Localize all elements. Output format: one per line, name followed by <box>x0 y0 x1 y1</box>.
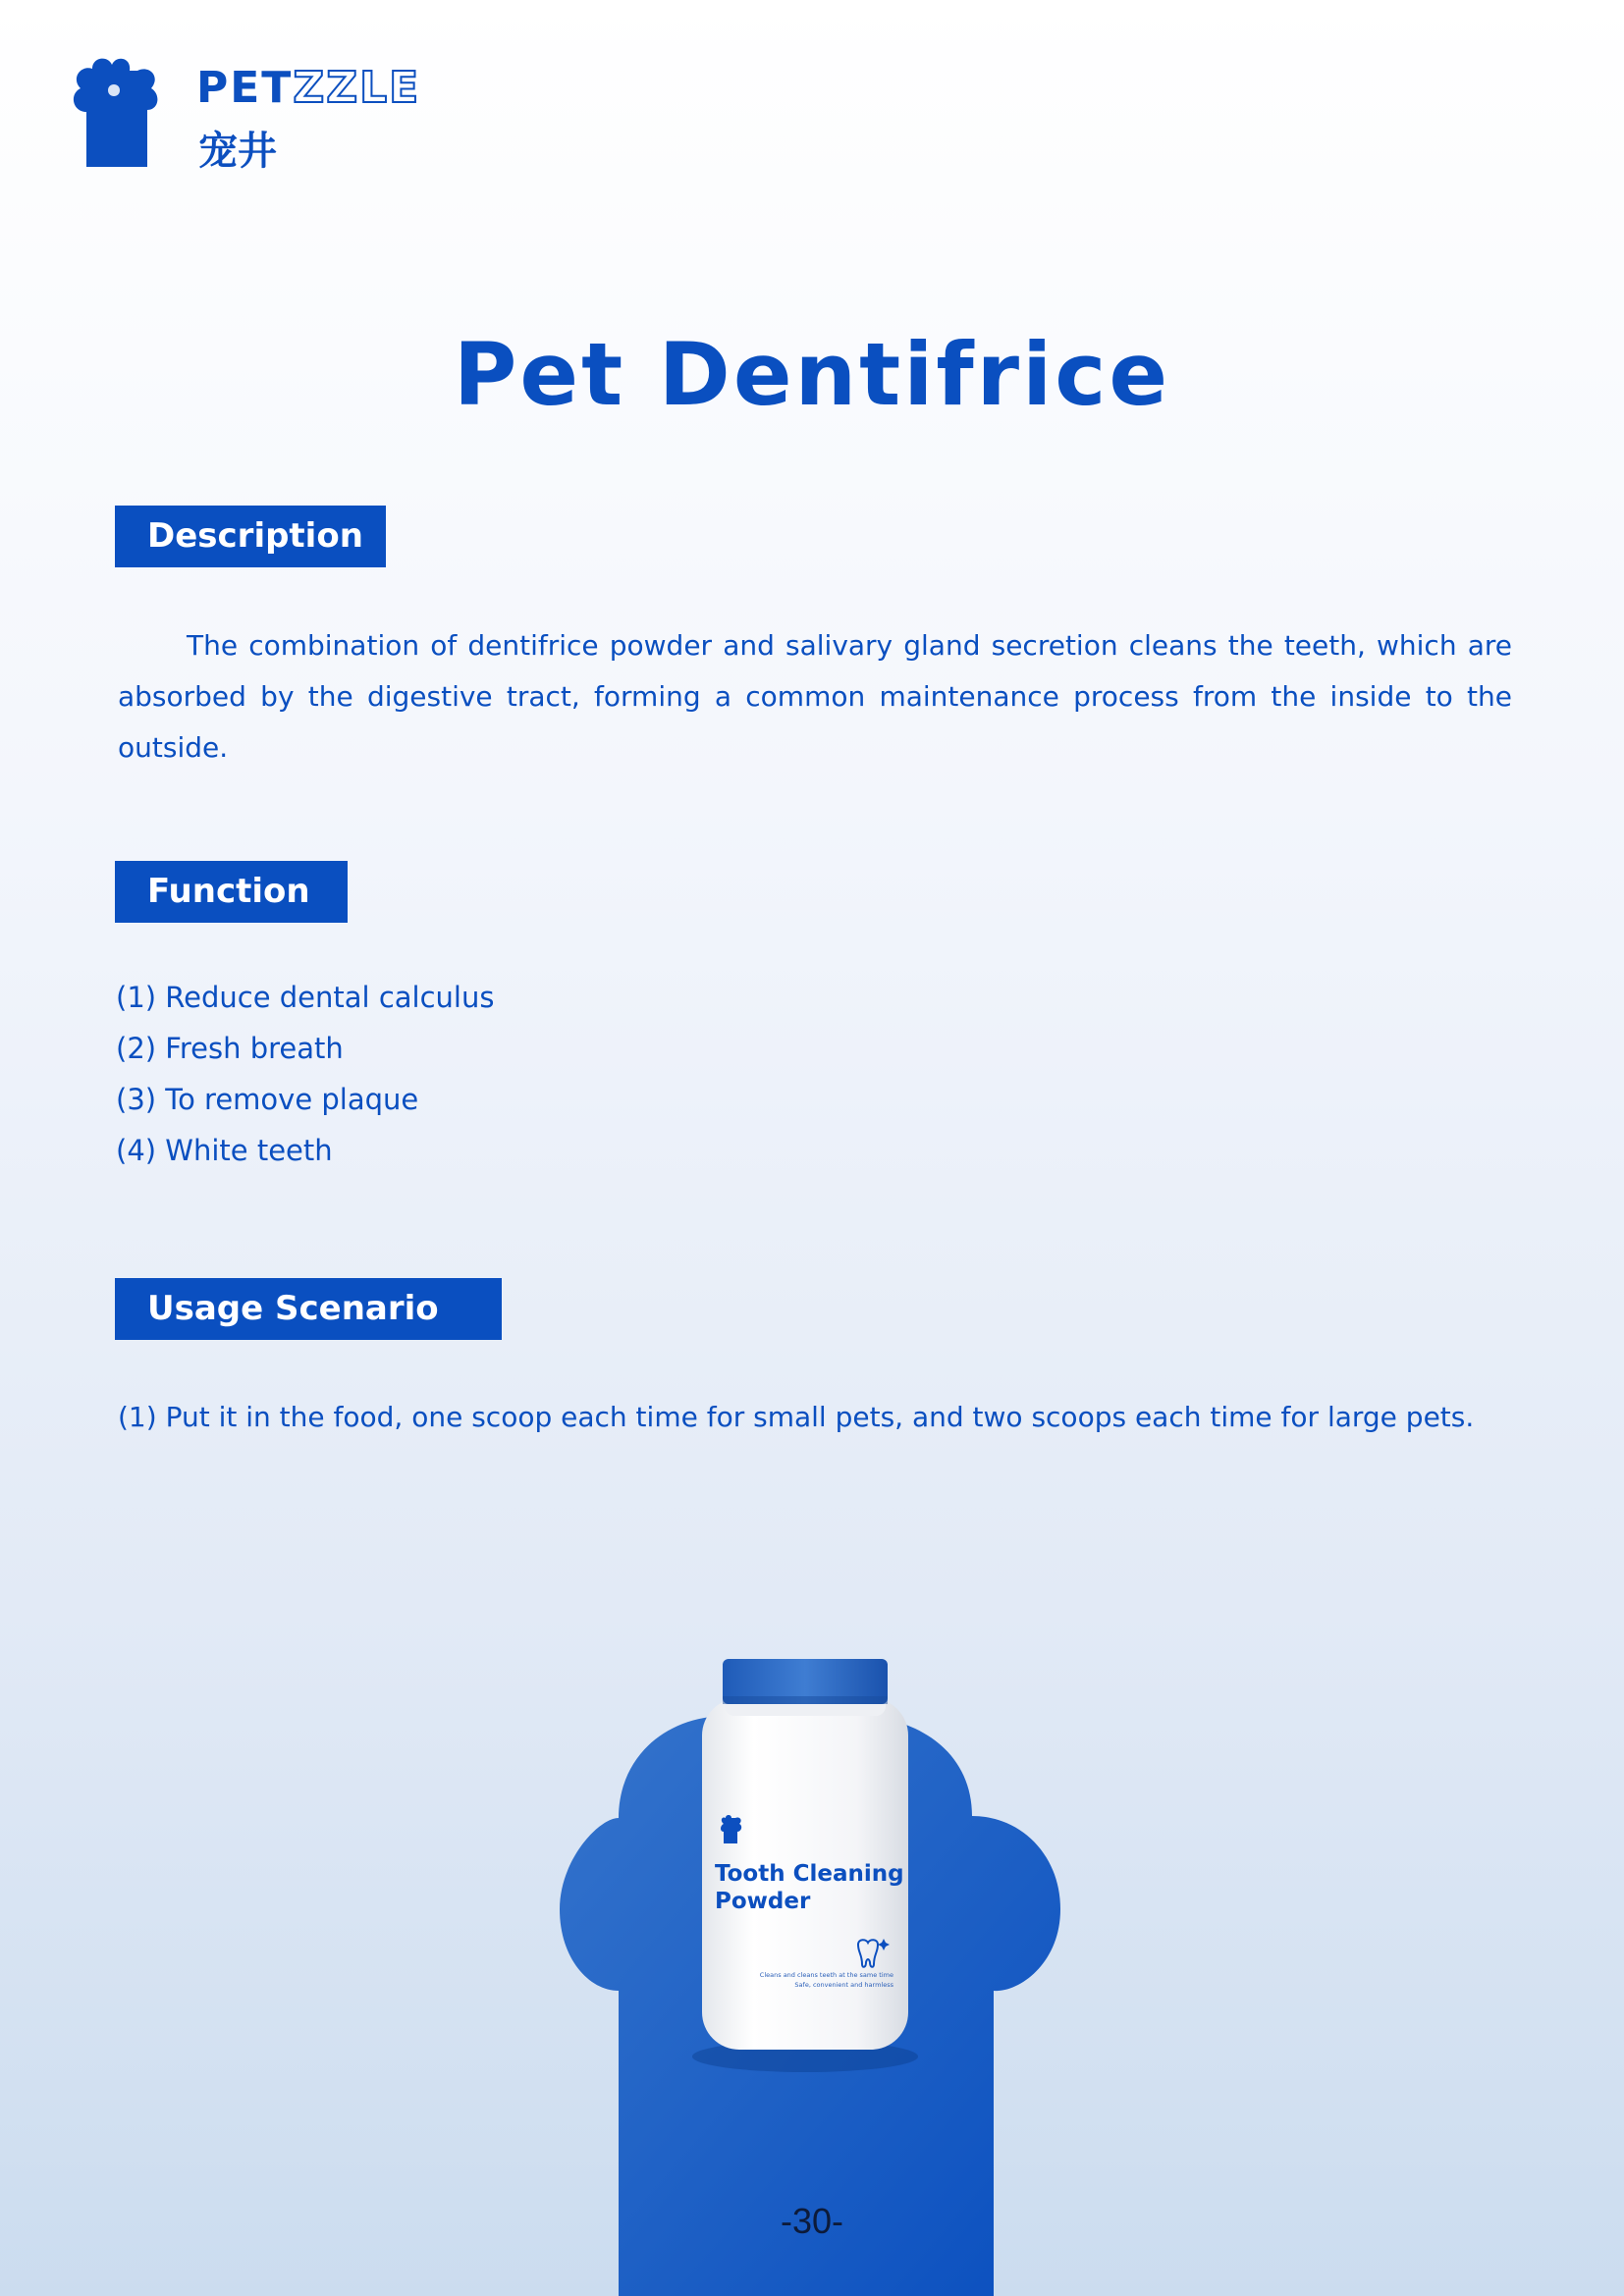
page-number: -30- <box>780 2201 844 2241</box>
brand-logo <box>65 51 438 179</box>
brand-name-cn: 宠井 <box>198 129 277 174</box>
brand-name-en: PETZZLE <box>196 63 421 113</box>
product-small-line1: Cleans and cleans teeth at the same time <box>759 1971 893 1979</box>
function-item: (3) To remove plaque <box>116 1083 419 1116</box>
description-text: The combination of dentifrice powder and salivary gland secretion cleans the teeth, which are absorbed by the digestive tract, forming a common maintenance process from the inside to the outside. <box>118 629 1512 764</box>
description-heading: Description <box>115 506 386 567</box>
function-heading: Function <box>115 861 348 923</box>
function-item: (2) Fresh breath <box>116 1032 344 1065</box>
puzzle-paw-logo-icon <box>65 51 212 174</box>
function-item: (1) Reduce dental calculus <box>116 981 495 1014</box>
product-label-line2: Powder <box>715 1889 811 1914</box>
product-small-line2: Safe, convenient and harmless <box>794 1981 893 1989</box>
usage-text: (1) Put it in the food, one scoop each time for small pets, and two scoops each time for large pets. <box>118 1401 1475 1433</box>
page-title: Pet Dentifrice <box>453 324 1171 425</box>
function-item: (4) White teeth <box>116 1134 333 1167</box>
usage-heading: Usage Scenario <box>115 1278 502 1340</box>
product-label-line1: Tooth Cleaning <box>715 1861 904 1887</box>
function-list <box>116 972 494 1176</box>
